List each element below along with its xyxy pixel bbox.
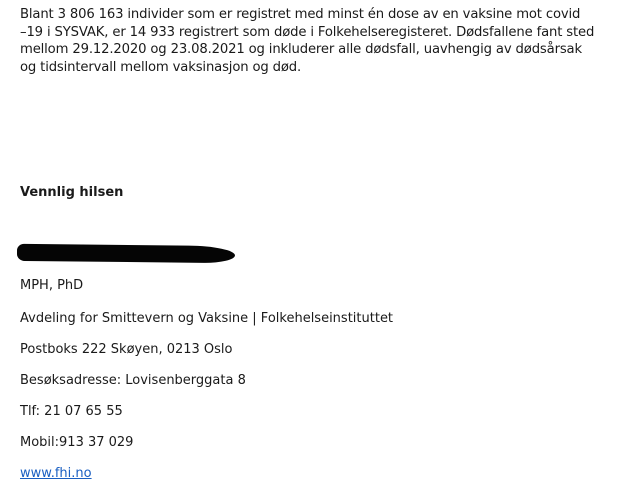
redacted-name-mark — [17, 244, 235, 263]
message-line: Blant 3 806 163 individer som er registret med minst én dose av en vaksine mot covid — [20, 7, 581, 22]
message-paragraph — [20, 6, 625, 76]
signature-postal-address: Postboks 222 Skøyen, 0213 Oslo — [20, 342, 233, 357]
signature-phone: Tlf: 21 07 65 55 — [20, 404, 123, 419]
signature-greeting: Vennlig hilsen — [20, 185, 124, 200]
email-body — [20, 6, 625, 76]
message-line: og tidsintervall mellom vaksinasjon og død. — [20, 59, 302, 75]
signature-department: Avdeling for Smittevern og Vaksine | Folkehelseinstituttet — [20, 311, 394, 326]
signature-visiting-address: Besøksadresse: Lovisenberggata 8 — [20, 373, 246, 388]
message-line: mellom 29.12.2020 og 23.08.2021 og inkluderer alle dødsfall, uavhengig av dødsårsak — [20, 42, 582, 57]
signature-mobile: Mobil:913 37 029 — [20, 435, 134, 450]
signature-title: MPH, PhD — [20, 278, 84, 293]
website-link[interactable]: www.fhi.no — [20, 466, 92, 481]
message-line: –19 i SYSVAK, er 14 933 registrert som døde i Folkehelseregisteret. Dødsfallene fant sted — [20, 24, 595, 40]
